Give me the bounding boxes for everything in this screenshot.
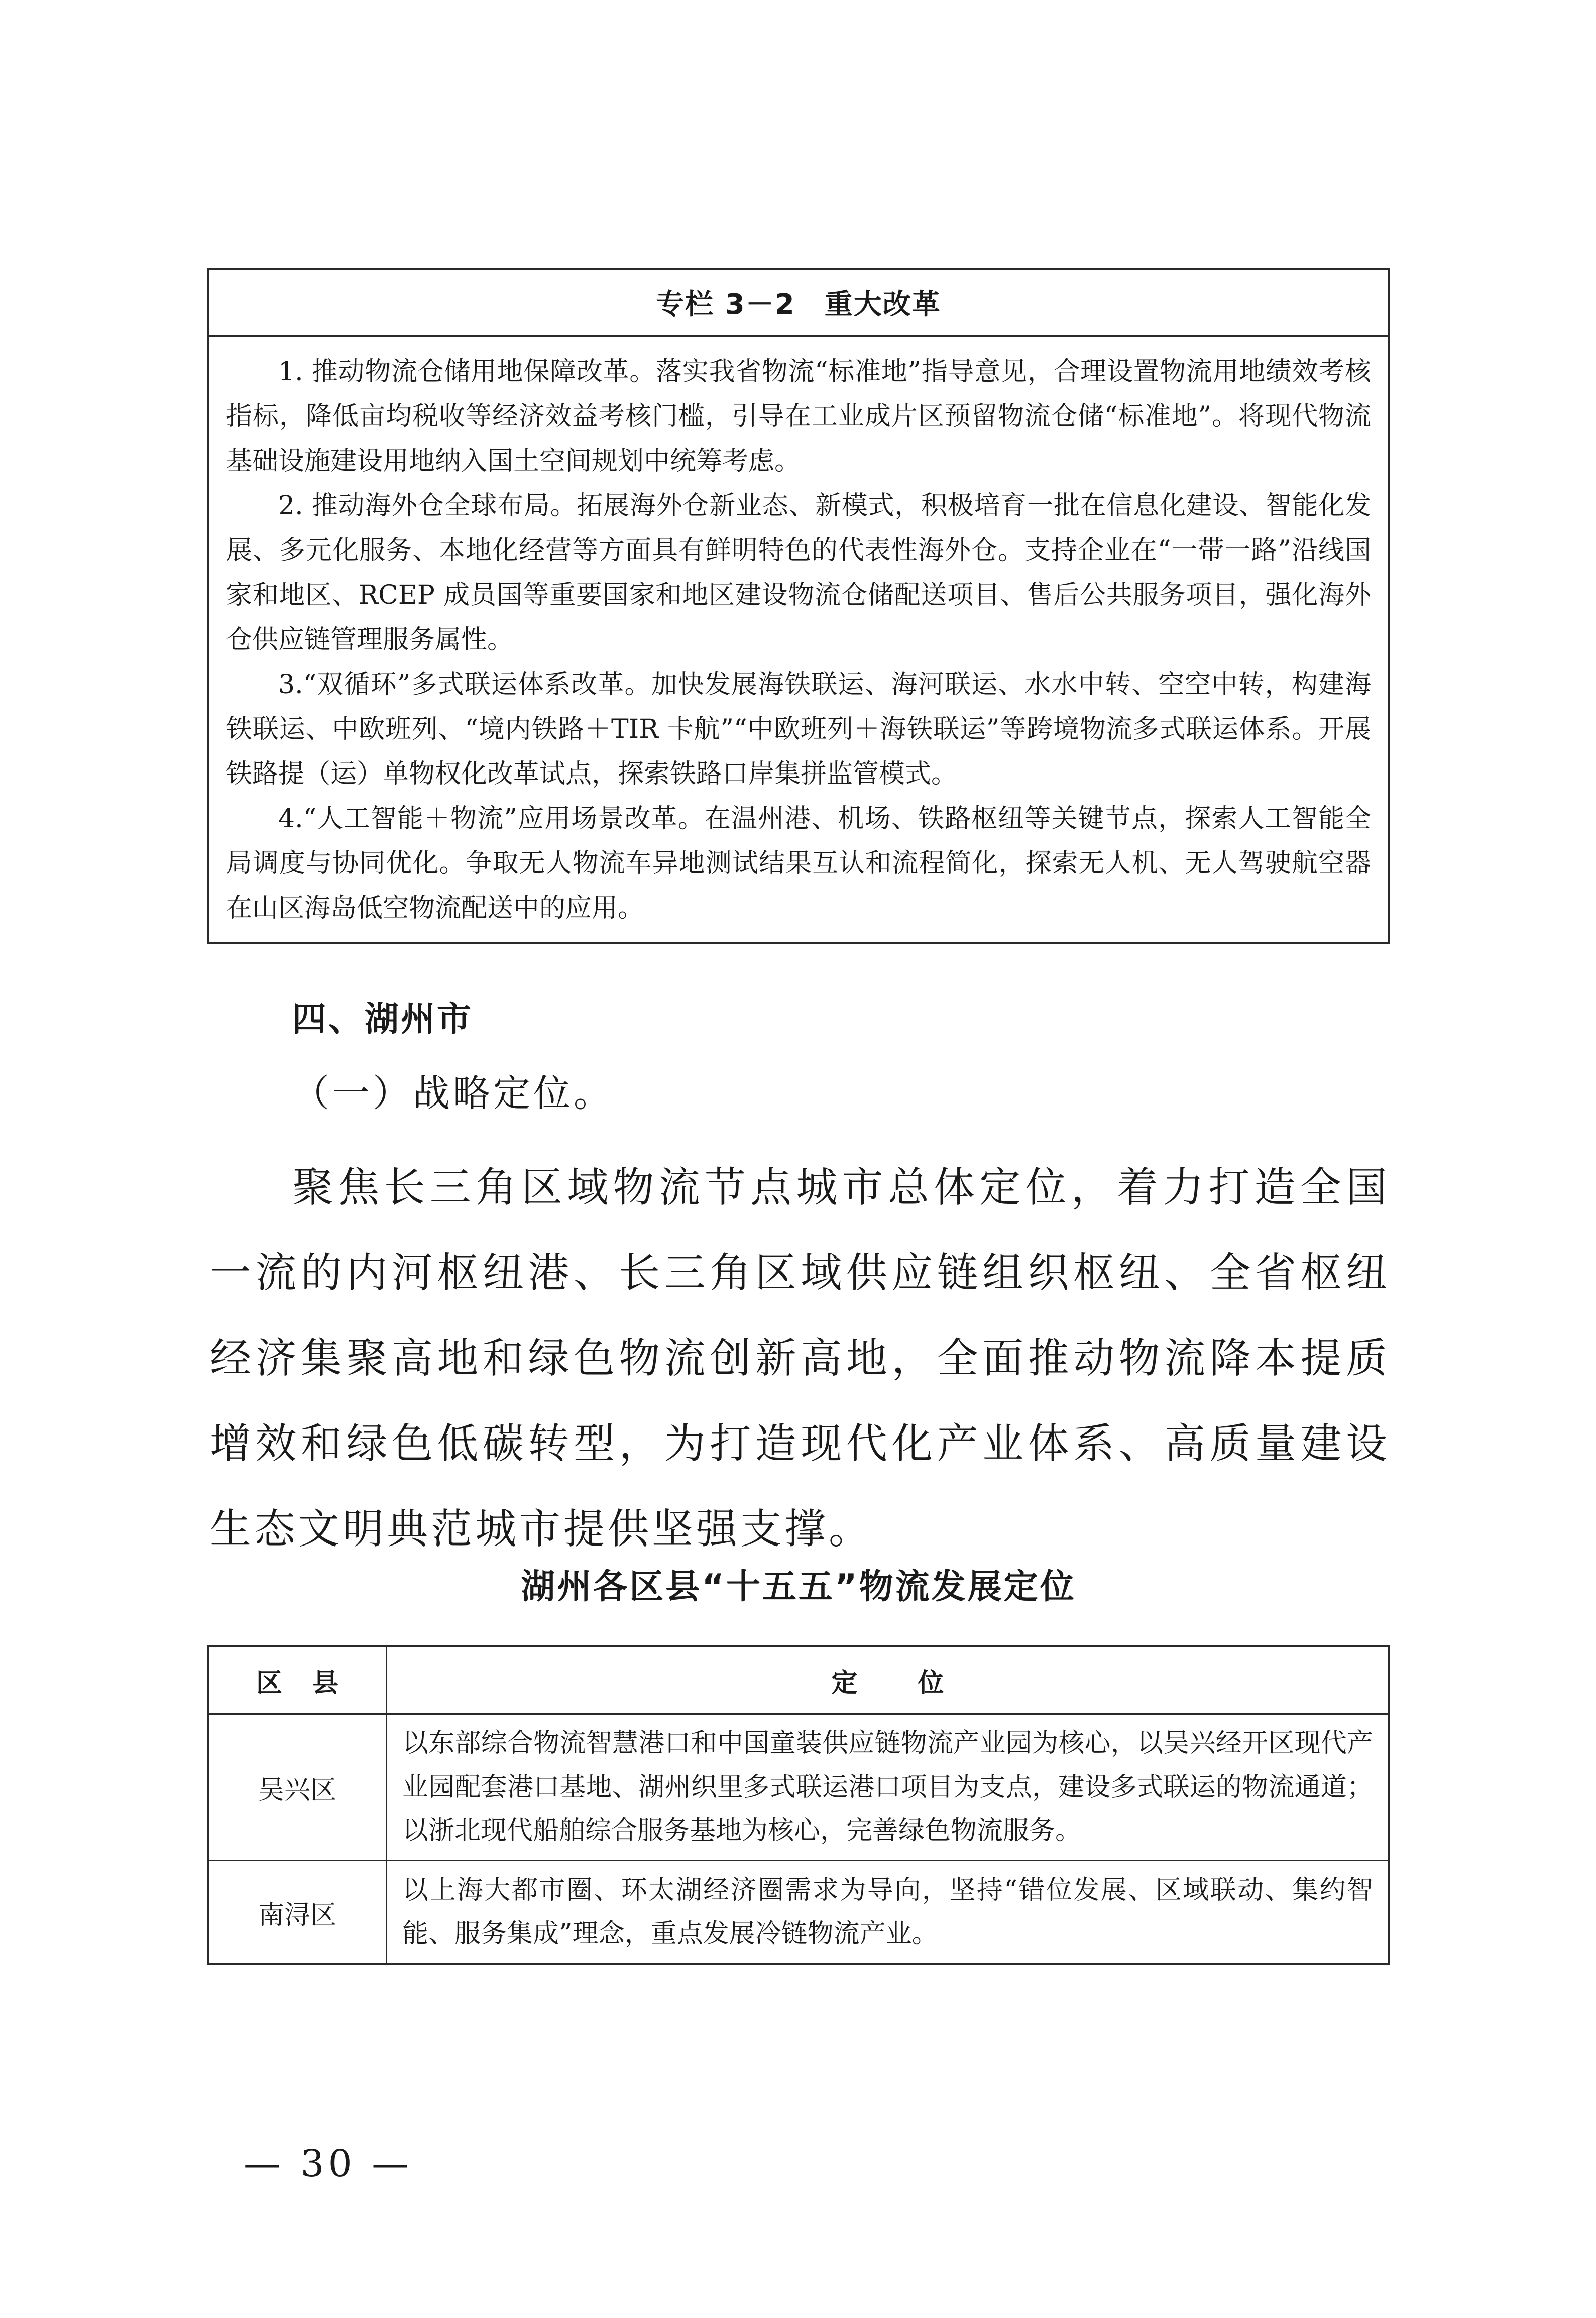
feature-item: 3.“双循环”多式联运体系改革。加快发展海铁联运、海河联运、水水中转、空空中转，构建海铁联运、中欧班列、“境内铁路＋TIR 卡航”“中欧班列＋海铁联运”等跨境物流多式联运体系。开展铁路提（运）单物权化改革试点，探索铁路口岸集拼监管模式。 [226,670,1371,789]
header-position: 定位 [387,1646,1390,1714]
header-district: 区县 [208,1646,387,1714]
district-cell: 南浔区 [208,1861,387,1964]
position-cell: 以上海大都市圈、环太湖经济圈需求为导向，坚持“错位发展、区域联动、集约智能、服务集成”理念，重点发展冷链物流产业。 [387,1861,1390,1964]
feature-item: 2. 推动海外仓全球布局。拓展海外仓新业态、新模式，积极培育一批在信息化建设、智能化发展、多元化服务、本地化经营等方面具有鲜明特色的代表性海外仓。支持企业在“一带一路”沿线国家和地区、RCEP 成员国等重要国家和地区建设物流仓储配送项目、售后公共服务项目，强化海外仓供应链管理服务属性。 [226,491,1371,655]
section-heading: 四、湖州市 [292,1000,474,1039]
feature-box-body [209,337,1388,931]
district-cell: 吴兴区 [208,1714,387,1861]
table-caption: 湖州各区县“十五五”物流发展定位 [521,1567,1076,1607]
table-row [208,1861,1389,1964]
positioning-table [207,1645,1390,1965]
feature-box [207,268,1390,944]
table-header-row [208,1646,1389,1714]
feature-item: 1. 推动物流仓储用地保障改革。落实我省物流“标准地”指导意见，合理设置物流用地绩效考核指标，降低亩均税收等经济效益考核门槛，引导在工业成片区预留物流仓储“标准地”。将现代物流基础设施建设用地纳入国土空间规划中统筹考虑。 [226,357,1371,476]
feature-box-title: 专栏 3－2 重大改革 [209,270,1388,337]
section-paragraph: 聚焦长三角区域物流节点城市总体定位，着力打造全国一流的内河枢纽港、长三角区域供应链组织枢纽、全省枢纽经济集聚高地和绿色物流创新高地，全面推动物流降本提质增效和绿色低碳转型，为打造现代化产业体系、高质量建设生态文明典范城市提供坚强支撑。 [210,1164,1390,1553]
table-row [208,1714,1389,1861]
position-cell: 以东部综合物流智慧港口和中国童装供应链物流产业园为核心，以吴兴经开区现代产业园配套港口基地、湖州织里多式联运港口项目为支点，建设多式联运的物流通道；以浙北现代船舶综合服务基地为核心，完善绿色物流服务。 [387,1714,1390,1861]
feature-item: 4.“人工智能＋物流”应用场景改革。在温州港、机场、铁路枢纽等关键节点，探索人工智能全局调度与协同优化。争取无人物流车异地测试结果互认和流程简化，探索无人机、无人驾驶航空器在山区海岛低空物流配送中的应用。 [226,804,1371,923]
page-number: — 30 — [244,2142,413,2185]
section-subheading: （一）战略定位。 [292,1072,614,1115]
